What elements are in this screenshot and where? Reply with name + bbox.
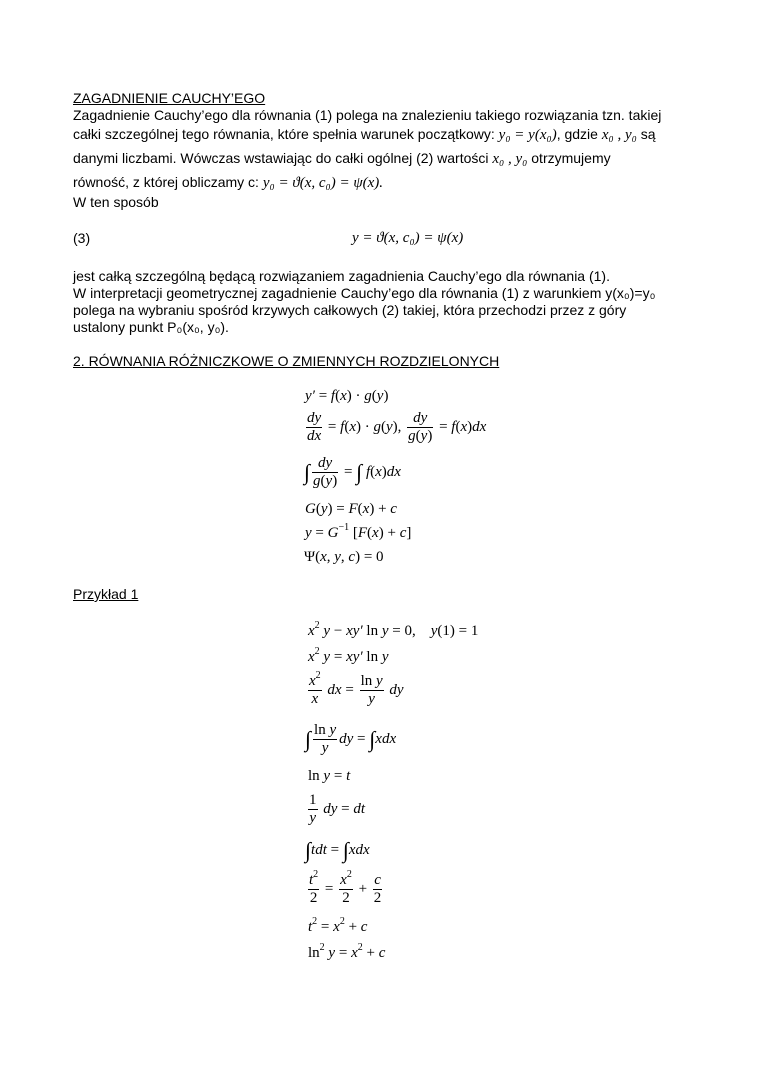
equation: $t^2 = x^2 + c$	[308, 916, 368, 935]
example-title: Przykład 1	[73, 586, 139, 602]
equation: $x^2$ y − xy′ ln y = 0, y(1) = 1	[308, 620, 479, 639]
section-title-separable: 2. RÓWNANIA RÓŻNICZKOWE O ZMIENNYCH ROZDZIELONYCH	[73, 353, 500, 369]
equation: ∫ $\frac{dy}{g(y)}$ = ∫ f(x)dx	[304, 455, 401, 489]
paragraph-line: Zagadnienie Cauchy’ego dla równania (1) polega na znalezieniu takiego rozwiązania tzn. takiej	[73, 107, 662, 123]
paragraph-line: danymi liczbami. Wówczas wstawiając do całki ogólnej (2) wartości x₀ , y₀ otrzymujemy	[73, 150, 611, 167]
paragraph-line: równość, z której obliczamy c: y₀ = ϑ(x, c₀) = ψ(x).	[73, 174, 384, 191]
equation: Ψ(x, y, c) = 0	[304, 549, 384, 565]
equation: $\ln^2 y = x^2 + c$	[308, 942, 386, 961]
paragraph-line: ustalony punkt P₀(x₀, y₀).	[73, 319, 229, 335]
given-values: x₀ , y₀	[492, 151, 528, 167]
section-title-cauchy: ZAGADNIENIE CAUCHY’EGO	[73, 90, 266, 106]
equation: $x^2$ y = xy′ ln y	[308, 646, 389, 665]
given-values: x₀ , y₀	[601, 127, 637, 143]
equation-label: (3)	[73, 230, 91, 246]
paragraph-line: W interpretacji geometrycznej zagadnienie Cauchy’ego dla równania (1) z warunkiem y(x₀)=y₀	[73, 285, 656, 301]
equation: y′ = f(x) · g(y)	[305, 388, 389, 404]
particular-equation: y₀ = ϑ(x, c₀) = ψ(x).	[262, 175, 384, 191]
equation: ∫tdt = ∫xdx	[305, 837, 370, 863]
equation: $\frac{x^2}{x}$ dx = $\frac{\text{ln y}}{y}$ dy	[309, 670, 404, 707]
equation: ln y = t	[308, 768, 351, 784]
equation-3: y = ϑ(x, c₀) = ψ(x)	[352, 230, 464, 246]
equation: $\frac{1}{y}$ dy = dt	[309, 792, 366, 826]
paragraph-line: całki szczególnej tego równania, które spełnia warunek początkowy: y₀ = y(x₀), gdzie x₀ , y₀ są	[73, 126, 656, 143]
equation: $\frac{dy}{dx}$ = f(x) · g(y), $\frac{dy}{g(y)}$ = f(x)dx	[307, 410, 487, 444]
paragraph-line: W ten sposób	[73, 194, 159, 210]
equation: $\frac{t^2}{2}$ = $\frac{x^2}{2}$ + $\frac{c}{2}$	[309, 869, 382, 906]
paragraph-line: polega na wybraniu spośród krzywych całkowych (2) takiej, która przechodzi przez z góry	[73, 302, 627, 318]
equation: $y = G^{-1}$ [F(x) + c]	[305, 522, 412, 541]
initial-condition: y₀ = y(x₀)	[498, 127, 557, 143]
paragraph-line: jest całką szczególną będącą rozwiązaniem zagadnienia Cauchy’ego dla równania (1).	[73, 268, 610, 284]
equation: ∫ $\frac{\text{ln y}}{y}$ dy = ∫xdx	[305, 722, 397, 756]
equation: G(y) = F(x) + c	[305, 501, 397, 517]
